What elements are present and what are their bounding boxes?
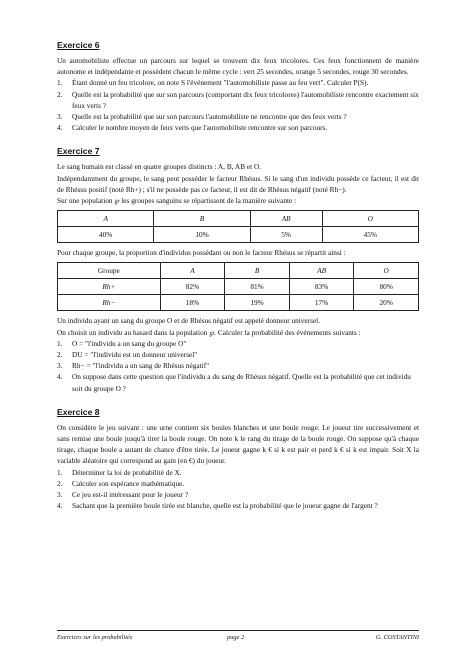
question-item <box>57 478 419 489</box>
table-cell: 40% <box>58 227 154 243</box>
table-cell: 45% <box>322 227 418 243</box>
question-text: DU = "l'individu est un donneur universel" <box>72 350 198 360</box>
exercise-7-paragraph: Le sang humain est classé en quatre groupes distincts : A, B, AB et O. <box>57 162 262 172</box>
footer-author: G. COSTANTINI <box>375 634 419 641</box>
exercise-7-paragraph: Un individu ayant un sang du groupe O et de Rhésus négatif est appelé donneur universel. <box>57 316 321 326</box>
blood-group-table <box>57 210 419 243</box>
question-number: 4. <box>57 372 63 382</box>
question-text: Sachant que la première boule tirée est blanche, quelle est la probabilité que le joueur gagne de l'argent ? <box>72 501 378 511</box>
question-text: O = "l'individu a un sang du groupe O" <box>72 338 187 348</box>
question-item <box>57 349 419 360</box>
exercise-7-paragraph: Sur une population ℘ les groupes sanguins se répartissent de la manière suivante : <box>57 196 297 206</box>
question-item <box>57 371 419 393</box>
exercise-8 <box>57 407 419 512</box>
exercise-7-title: Exercice 7 <box>57 146 100 157</box>
table-cell: 83% <box>289 279 354 295</box>
table-row <box>58 211 419 227</box>
question-item <box>57 500 419 511</box>
page-footer <box>57 630 419 641</box>
question-number: 3. <box>57 361 63 371</box>
exercise-8-questions <box>57 467 419 512</box>
table-cell: 19% <box>225 295 290 311</box>
exercise-6-title: Exercice 6 <box>57 40 100 50</box>
question-text: Étant donné un feu tricolore, on note S l'événement "l'automobiliste passe au feu vert". Calculer P(S). <box>72 78 369 88</box>
question-item <box>57 467 419 478</box>
question-item <box>57 77 419 88</box>
table-row-label: Rh+ <box>58 279 161 295</box>
footer-left: Exercices sur les probabilités <box>57 634 133 641</box>
question-number: 4. <box>57 123 63 133</box>
table-row <box>58 263 419 279</box>
table-row-label: Rh− <box>58 295 161 311</box>
table-header-cell: Groupe <box>58 263 161 279</box>
exercise-6-questions <box>57 77 419 133</box>
exercise-7-paragraph: Pour chaque groupe, la proportion d'individus possédant ou non le facteur Rhésus se répartit ainsi : <box>57 248 346 258</box>
exercise-8-intro: On considère le jeu suivant : une urne contient six boules blanches et une boule rouge. Le joueur tire successivement et sans remise une boule jusqu'à tirer la boule rouge. On note k le rang du tirage de la boule rouge. On suppose qu'à chaque tirage, chaque boule a autant de chance d'être tirée. Le joueur gagne k € si k est pair et perd k € si k est impair. Soit X la variable aléatoire qui correspond au gain (en €) du joueur. <box>57 422 419 466</box>
exercise-6 <box>57 40 419 133</box>
question-number: 1. <box>57 78 63 88</box>
question-item <box>57 122 419 133</box>
question-number: 2. <box>57 89 63 99</box>
table-cell: 20% <box>354 295 419 311</box>
table-cell: 17% <box>289 295 354 311</box>
exercise-7-paragraph: On choisit un individu au hasard dans la population ℘. Calculer la probabilité des événements suivants : <box>57 327 361 337</box>
table-cell: 5% <box>250 227 322 243</box>
table-header-cell: AB <box>250 211 322 227</box>
question-text: On suppose dans cette question que l'individu a du sang de Rhésus négatif. Quelle est la probabilité que cet individu soit du groupe O ? <box>72 372 411 393</box>
table-header-cell: O <box>354 263 419 279</box>
question-text: Ce jeu est-il intéressant pour le joueur ? <box>72 490 189 500</box>
table-cell: 10% <box>154 227 250 243</box>
exercise-8-title: Exercice 8 <box>57 406 100 417</box>
rhesus-table <box>57 262 419 311</box>
question-number: 2. <box>57 350 63 360</box>
question-number: 1. <box>57 338 63 348</box>
exercise-7-paragraph: Indépendamment du groupe, le sang peut posséder le facteur Rhésus. Si le sang d'un individu possède ce facteur, il est dit de Rhésus positif (noté Rh+) ; s'il ne possède pas ce facteur, il est dit de Rhésus négatif (noté Rh−). <box>57 173 419 194</box>
table-header-cell: B <box>225 263 290 279</box>
question-item <box>57 111 419 122</box>
question-number: 4. <box>57 501 63 511</box>
document-page <box>57 40 419 524</box>
question-text: Calculer le nombre moyen de feux verts que l'automobiliste rencontre sur son parcours. <box>72 123 328 133</box>
question-number: 1. <box>57 467 63 477</box>
table-header-cell: O <box>322 211 418 227</box>
question-item <box>57 489 419 500</box>
question-number: 3. <box>57 112 63 122</box>
question-text: Quelle est la probabilité que sur son parcours (comportant dix feux tricolores) l'automobiliste rencontre exactement six feux verts ? <box>72 89 419 110</box>
table-header-cell: AB <box>289 263 354 279</box>
table-cell: 80% <box>354 279 419 295</box>
question-text: Rh− = "l'individu a un sang de Rhésus négatif" <box>72 361 210 371</box>
footer-page-number: page 2 <box>227 634 245 641</box>
exercise-7 <box>57 146 419 393</box>
table-row <box>58 295 419 311</box>
table-row <box>58 227 419 243</box>
question-number: 3. <box>57 490 63 500</box>
exercise-7-questions <box>57 338 419 394</box>
question-text: Quelle est la probabilité que sur son parcours l'automobiliste ne rencontre que des feux verts ? <box>72 112 347 122</box>
exercise-6-intro: Un automobiliste effectue un parcours sur lequel se trouvent dix feux tricolores. Ces feux fonctionnent de manière autonome et indépendante et possèdent chacun le même cycle : vert 25 secondes, orange 5 secondes, rouge 30 secondes. <box>57 56 419 77</box>
question-item <box>57 338 419 349</box>
table-cell: 82% <box>160 279 225 295</box>
question-text: Calculer son espérance mathématique. <box>72 478 185 488</box>
table-row <box>58 279 419 295</box>
table-header-cell: B <box>154 211 250 227</box>
table-cell: 81% <box>225 279 290 295</box>
question-number: 2. <box>57 478 63 488</box>
table-header-cell: A <box>58 211 154 227</box>
question-item <box>57 89 419 111</box>
table-header-cell: A <box>160 263 225 279</box>
table-cell: 18% <box>160 295 225 311</box>
question-item <box>57 360 419 371</box>
question-text: Déterminer la loi de probabilité de X. <box>72 467 182 477</box>
